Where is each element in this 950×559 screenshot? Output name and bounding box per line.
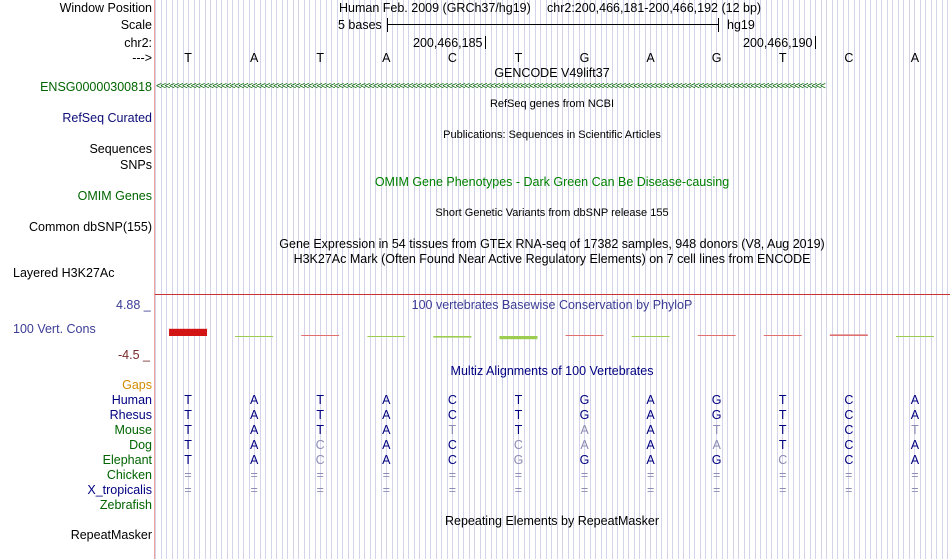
alignment-base: A <box>910 393 920 407</box>
scale-bar <box>387 24 718 25</box>
repeatmasker-label[interactable]: RepeatMasker <box>70 528 152 542</box>
alignment-base: G <box>711 408 722 422</box>
gencode-gene-label[interactable]: ENSG00000300818 <box>40 80 152 94</box>
alignment-base: G <box>579 393 590 407</box>
phylop-bar <box>433 336 471 338</box>
phylop-ymin: -4.5 _ <box>118 348 150 362</box>
phylop-bar <box>830 334 868 336</box>
sequence-base: A <box>382 51 391 65</box>
alignment-base: A <box>910 453 920 467</box>
ruler-tick-2 <box>815 36 816 49</box>
alignment-base: A <box>646 393 655 407</box>
alignment-base: A <box>646 423 655 437</box>
alignment-base: G <box>579 408 590 422</box>
alignment-base: T <box>184 408 192 422</box>
alignment-base: C <box>844 423 854 437</box>
repeatmasker-track-title[interactable]: Repeating Elements by RepeatMasker <box>444 514 660 528</box>
sequence-base: T <box>184 51 192 65</box>
alignment-base: = <box>316 483 324 497</box>
alignment-base: = <box>911 483 919 497</box>
alignment-base: A <box>910 438 920 452</box>
alignment-base: T <box>184 438 192 452</box>
alignment-base: T <box>514 408 523 422</box>
ruler-pos-1: 200,466,185 <box>413 36 483 50</box>
sequence-base: T <box>778 51 787 65</box>
alignment-base: = <box>713 483 721 497</box>
alignment-base: A <box>580 423 589 437</box>
alignment-base: A <box>382 438 391 452</box>
alignment-base: A <box>249 453 259 467</box>
omim-track-title[interactable]: OMIM Gene Phenotypes - Dark Green Can Be Disease-causing <box>374 175 730 189</box>
dbsnp-label[interactable]: Common dbSNP(155) <box>29 220 152 234</box>
ruler-pos-2: 200,466,190 <box>743 36 813 50</box>
alignment-base: = <box>448 483 457 497</box>
sequence-base: A <box>249 51 259 65</box>
species-label[interactable]: Elephant <box>102 453 152 467</box>
alignment-base: C <box>315 453 325 467</box>
species-label[interactable]: Dog <box>129 438 152 452</box>
publications-track-title[interactable]: Publications: Sequences in Scientific Articles <box>443 129 661 141</box>
dbsnp-track-title[interactable]: Short Genetic Variants from dbSNP release 155 <box>435 207 669 219</box>
sequences-label[interactable]: Sequences <box>89 142 152 156</box>
snps-label[interactable]: SNPs <box>120 158 152 172</box>
gencode-track-title[interactable]: GENCODE V49lift37 <box>494 66 610 80</box>
multiz-track-title[interactable]: Multiz Alignments of 100 Vertebrates <box>450 364 654 378</box>
species-label[interactable]: Human <box>111 393 152 407</box>
alignment-base: = <box>184 468 192 482</box>
alignment-base: = <box>184 483 192 497</box>
alignment-base: T <box>778 393 787 407</box>
alignment-base: T <box>911 423 919 437</box>
phylop-bar <box>566 335 604 336</box>
gencode-gene-arrows[interactable]: <<<<<<<<<<<<<<<<<<<<<<<<<<<<<<<<<<<<<<<<<<<<<<<<<<<<<<<<<<<<<<<<<<<<<<<<<<<<<<<<<<<<<<<<<<<<<<<<<<<<<<<<<<<<<<<<<<<<<<<<<<<<<<<<<<<<<<<<<<<<<<<<<<<<<<<<<< <box>156 81 825 92</box>
sequence-base: T <box>514 51 523 65</box>
scale-bar-text: 5 bases <box>338 18 382 32</box>
phylop-bar <box>499 336 537 339</box>
alignment-base: C <box>844 453 854 467</box>
alignment-base: = <box>250 468 258 482</box>
phylop-bar <box>698 335 736 336</box>
alignment-base: C <box>447 393 457 407</box>
alignment-base: C <box>844 408 854 422</box>
sequence-base: G <box>711 51 722 65</box>
phylop-ymax: 4.88 _ <box>116 298 151 312</box>
sequence-base: C <box>447 51 457 65</box>
species-label[interactable]: Mouse <box>114 423 152 437</box>
alignment-base: = <box>713 468 721 482</box>
phylop-bar <box>764 335 802 336</box>
phylop-bar <box>632 336 670 337</box>
scale-db: hg19 <box>727 18 755 32</box>
species-label[interactable]: Rhesus <box>109 408 152 422</box>
alignment-base: T <box>514 423 523 437</box>
alignment-base: C <box>513 438 523 452</box>
alignment-base: A <box>646 408 655 422</box>
alignment-base: A <box>382 423 391 437</box>
phylop-bar <box>301 335 339 336</box>
alignment-base: A <box>249 408 259 422</box>
sequence-base: G <box>579 51 590 65</box>
alignment-base: = <box>382 483 390 497</box>
alignment-base: = <box>845 483 853 497</box>
alignment-base: = <box>448 468 457 482</box>
window-position-label: Window Position <box>59 1 152 15</box>
phylop-bar <box>896 336 934 337</box>
alignment-base: = <box>779 468 787 482</box>
alignment-base: A <box>382 408 391 422</box>
alignment-base: = <box>911 468 919 482</box>
alignment-base: T <box>778 423 787 437</box>
alignment-base: = <box>250 483 258 497</box>
species-label[interactable]: Zebrafish <box>99 498 152 512</box>
ruler-label: chr2: <box>124 36 152 50</box>
ruler-tick-1 <box>485 36 486 49</box>
alignment-base: G <box>579 453 590 467</box>
alignment-base: G <box>711 453 722 467</box>
alignment-base: = <box>646 483 655 497</box>
refseq-label[interactable]: RefSeq Curated <box>62 111 152 125</box>
alignment-base: T <box>778 438 787 452</box>
alignment-base: = <box>779 483 787 497</box>
alignment-base: = <box>646 468 655 482</box>
sequence-base: T <box>316 51 324 65</box>
alignment-base: C <box>447 453 457 467</box>
alignment-base: = <box>316 468 324 482</box>
alignment-base: T <box>316 393 324 407</box>
alignment-base: A <box>580 438 589 452</box>
refseq-track-title[interactable]: RefSeq genes from NCBI <box>489 98 615 110</box>
alignment-base: C <box>447 408 457 422</box>
phylop-bar <box>235 336 273 337</box>
position-coordinates[interactable]: chr2:200,466,181-200,466,192 (12 bp) <box>547 1 762 15</box>
alignment-base: A <box>249 393 259 407</box>
phylop-label[interactable]: 100 Vert. Cons <box>13 322 96 336</box>
scale-bar-left-tick <box>387 18 388 32</box>
alignment-base: C <box>844 393 854 407</box>
alignment-base: T <box>316 408 324 422</box>
alignment-base: G <box>711 393 722 407</box>
alignment-base: = <box>845 468 853 482</box>
alignment-base: C <box>315 438 325 452</box>
phylop-bar <box>169 329 207 336</box>
scale-label: Scale <box>120 18 152 32</box>
sequence-base: C <box>844 51 854 65</box>
assembly-text: Human Feb. 2009 (GRCh37/hg19) <box>339 1 531 15</box>
phylop-bar <box>367 336 405 337</box>
h3k27ac-track-title[interactable]: H3K27Ac Mark (Often Found Near Active Regulatory Elements) on 7 cell lines from ENCODE <box>293 252 811 266</box>
species-label[interactable]: X_tropicalis <box>87 483 152 497</box>
alignment-base: T <box>778 408 787 422</box>
h3k27ac-label[interactable]: Layered H3K27Ac <box>13 266 115 280</box>
label-separator <box>154 0 155 559</box>
omim-label[interactable]: OMIM Genes <box>77 189 152 203</box>
alignment-base: C <box>447 438 457 452</box>
alignment-base: A <box>646 438 655 452</box>
alignment-base: T <box>448 423 457 437</box>
gaps-label: Gaps <box>122 378 152 392</box>
alignment-base: A <box>249 423 259 437</box>
alignment-base: T <box>184 423 192 437</box>
alignment-base: = <box>514 468 523 482</box>
species-label[interactable]: Chicken <box>106 468 152 482</box>
phylop-track-title[interactable]: 100 vertebrates Basewise Conservation by PhyloP <box>411 298 693 312</box>
alignment-base: T <box>514 393 523 407</box>
h3k27ac-track-baseline <box>155 294 950 295</box>
alignment-base: T <box>316 423 324 437</box>
alignment-base: = <box>580 468 589 482</box>
alignment-base: A <box>646 453 655 467</box>
strand-label: ---> <box>132 51 152 65</box>
alignment-base: = <box>382 468 390 482</box>
alignment-base: A <box>712 438 721 452</box>
alignment-base: A <box>910 408 920 422</box>
alignment-base: A <box>382 453 391 467</box>
alignment-base: T <box>184 393 192 407</box>
alignment-base: = <box>514 483 523 497</box>
alignment-base: = <box>580 483 589 497</box>
scale-bar-right-tick <box>718 18 719 32</box>
gtex-track-title[interactable]: Gene Expression in 54 tissues from GTEx RNA-seq of 17382 samples, 948 donors (V8, Aug 2019) <box>279 237 825 251</box>
alignment-base: A <box>382 393 391 407</box>
alignment-base: C <box>778 453 788 467</box>
alignment-base: A <box>249 438 259 452</box>
alignment-base: T <box>712 423 721 437</box>
sequence-base: A <box>646 51 655 65</box>
phylop-plot <box>155 310 950 355</box>
alignment-base: G <box>513 453 524 467</box>
sequence-base: A <box>910 51 920 65</box>
alignment-base: T <box>184 453 192 467</box>
alignment-base: C <box>844 438 854 452</box>
